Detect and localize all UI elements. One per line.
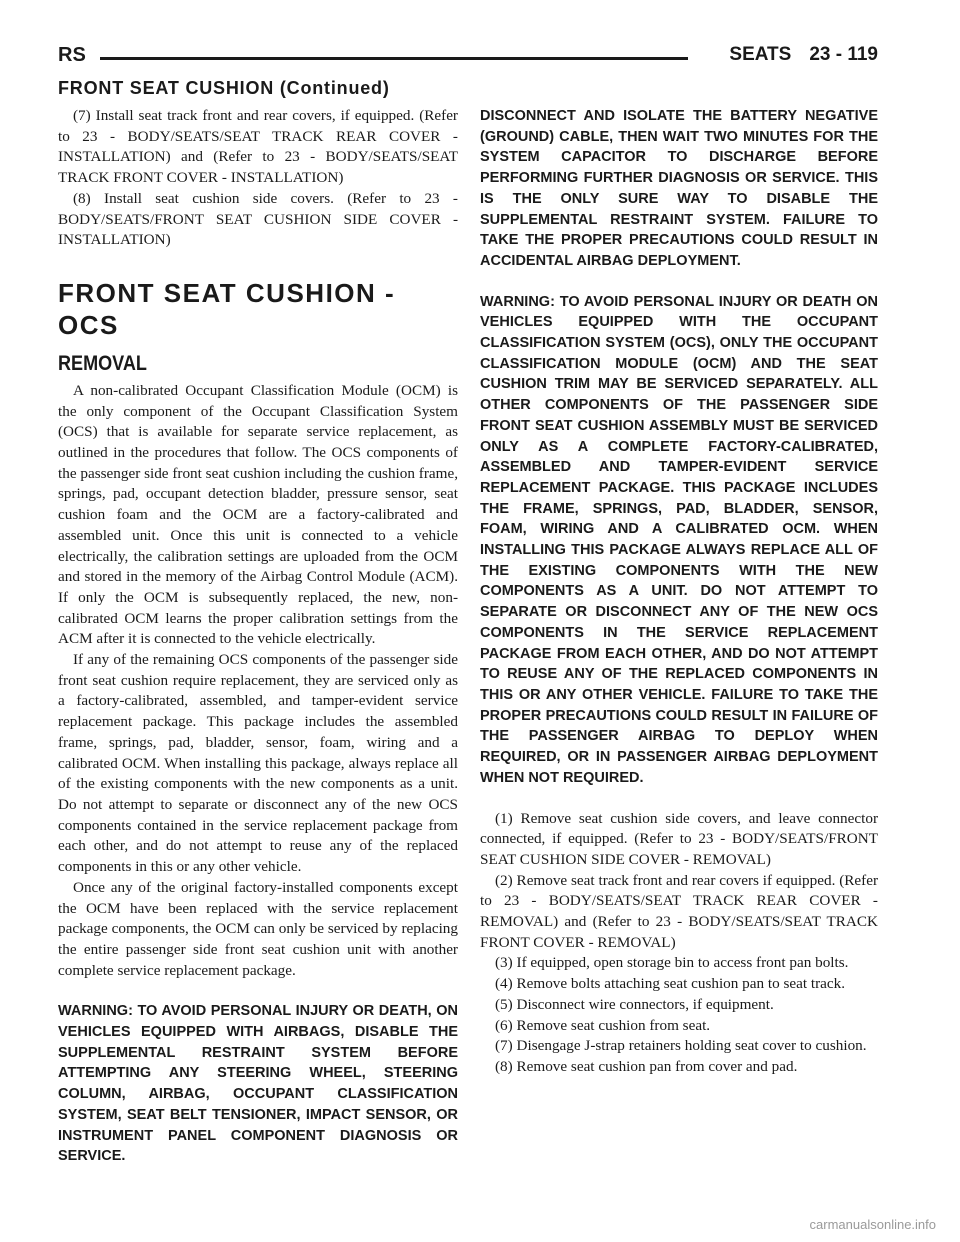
header-page-number: 23 - 119	[809, 44, 878, 65]
right-column	[480, 106, 878, 1078]
left-column	[58, 106, 458, 1167]
removal-step-6: (6) Remove seat cushion from seat.	[495, 1016, 711, 1034]
body-paragraph: If any of the remaining OCS components of the passenger side front seat cushion require replacement, they are serviced only as a factory-calibrated, assembled, and tamper-evident service replacement package. This package includes the assembled frame, springs, pad, bladder, sensor, foam, wiring and a calibrated OCM. When installing this package, always replace all of the existing components with the new components as a unit. Do not attempt to separate or disconnect any of the new OCS components contained in the service replacement package from each other, and do not attempt to reuse any of the replaced components in this or any other vehicle.	[58, 651, 458, 876]
warning-airbag-continued: DISCONNECT AND ISOLATE THE BATTERY NEGATIVE (GROUND) CABLE, THEN WAIT TWO MINUTES FOR THE SYSTEM CAPACITOR TO DISCHARGE BEFORE PERFORMING FURTHER DIAGNOSIS OR SERVICE. THIS IS THE ONLY SURE WAY TO DISABLE THE SUPPLEMENTAL RESTRAINT SYSTEM. FAILURE TO TAKE THE PROPER PRECAUTIONS COULD RESULT IN ACCIDENTAL AIRBAG DEPLOYMENT.	[480, 108, 878, 269]
removal-step-2: (2) Remove seat track front and rear covers if equipped. (Refer to 23 - BODY/SEATS/SEAT TRACK REAR COVER - REMOVAL) and (Refer to 23 - BODY/SEATS/SEAT TRACK FRONT COVER - REMOVAL)	[480, 871, 878, 951]
warning-ocs: WARNING: TO AVOID PERSONAL INJURY OR DEATH ON VEHICLES EQUIPPED WITH THE OCCUPANT CLASSIFICATION SYSTEM (OCS), ONLY THE OCCUPANT CLASSIFICATION MODULE (OCM) AND THE SEAT CUSHION TRIM MAY BE SERVICED SEPARATELY. ALL OTHER COMPONENTS OF THE PASSENGER SIDE FRONT SEAT CUSHION ASSEMBLY MUST BE SERVICED ONLY AS A COMPLETE FACTORY-CALIBRATED, ASSEMBLED AND TAMPER-EVIDENT SERVICE REPLACEMENT PACKAGE. THIS PACKAGE INCLUDES THE FRAME, SPRINGS, PAD, BLADDER, SENSOR, FOAM, WIRING AND A CALIBRATED OCM. WHEN INSTALLING THIS PACKAGE ALWAYS REPLACE ALL OF THE EXISTING COMPONENTS WITH THE NEW COMPONENTS AS A UNIT. DO NOT ATTEMPT TO SEPARATE OR DISCONNECT ANY OF THE NEW OCS COMPONENTS IN THE SERVICE REPLACEMENT PACKAGE FROM EACH OTHER, AND DO NOT ATTEMPT TO REUSE ANY OF THE REPLACED COMPONENTS IN THIS OR ANY OTHER VEHICLE. FAILURE TO TAKE THE PROPER PRECAUTIONS COULD RESULT IN FAILURE OF THE PASSENGER AIRBAG TO DEPLOY WHEN REQUIRED, OR IN PASSENGER AIRBAG DEPLOYMENT WHEN NOT REQUIRED.	[480, 293, 878, 786]
header-section: SEATS	[729, 44, 792, 65]
removal-step-8: (8) Remove seat cushion pan from cover and pad.	[495, 1057, 798, 1075]
body-paragraph: Once any of the original factory-installed components except the OCM have been replaced with the service replacement package components, the OCM can only be serviced by replacing the entire passenger side front seat cushion unit with another complete service replacement package.	[58, 878, 458, 979]
removal-step-3: (3) If equipped, open storage bin to access front pan bolts.	[495, 954, 849, 972]
watermark-text: carmanualsonline.info	[809, 1217, 936, 1232]
removal-step-4: (4) Remove bolts attaching seat cushion pan to seat track.	[495, 975, 846, 993]
install-step-8: (8) Install seat cushion side covers. (Refer to 23 - BODY/SEATS/FRONT SEAT CUSHION SIDE COVER - INSTALLATION)	[58, 189, 458, 249]
removal-step-7: (7) Disengage J-strap retainers holding seat cover to cushion.	[495, 1037, 867, 1055]
section-title: FRONT SEAT CUSHION - OCS	[58, 277, 396, 340]
warning-airbag: WARNING: TO AVOID PERSONAL INJURY OR DEATH, ON VEHICLES EQUIPPED WITH AIRBAGS, DISABLE THE SUPPLEMENTAL RESTRAINT SYSTEM BEFORE ATTEMPTING ANY STEERING WHEEL, STEERING COLUMN, AIRBAG, OCCUPANT CLASSIFICATION SYSTEM, SEAT BELT TENSIONER, IMPACT SENSOR, OR INSTRUMENT PANEL COMPONENT DIAGNOSIS OR SERVICE.	[58, 1003, 458, 1165]
removal-step-1: (1) Remove seat cushion side covers, and leave connector connected, if equipped. (Refer to 23 - BODY/SEATS/FRONT SEAT CUSHION SIDE COVER - REMOVAL)	[480, 809, 878, 868]
subsection-title: REMOVAL	[58, 351, 147, 375]
header-manual-code: RS	[58, 44, 86, 66]
continued-heading: FRONT SEAT CUSHION (Continued)	[58, 78, 390, 98]
header-rule	[100, 57, 688, 60]
header-section-page	[729, 44, 878, 66]
install-step-7: (7) Install seat track front and rear covers, if equipped. (Refer to 23 - BODY/SEATS/SEAT TRACK REAR COVER - INSTALLATION) and (Refer to 23 - BODY/SEATS/SEAT TRACK FRONT COVER - INSTALLATION)	[58, 107, 458, 187]
page-header	[58, 44, 878, 70]
removal-step-5: (5) Disconnect wire connectors, if equipment.	[495, 995, 774, 1013]
body-paragraph: A non-calibrated Occupant Classification Module (OCM) is the only component of the Occupant Classification System (OCS) that is available for separate service replacement, as outlined in the procedures that follow. The OCS components of the passenger side front seat cushion including the cushion frame, springs, pad, occupant detection bladder, pressure sensor, seat cushion foam and the OCM are a factory-calibrated and assembled unit. Once this unit is connected to a vehicle electrically, the calibration settings are uploaded from the OCM and stored in the memory of the Airbag Control Module (ACM). If only the OCM is subsequently replaced, the new, non-calibrated OCM learns the proper calibration settings from the ACM after it is connected to the vehicle electrically.	[58, 381, 458, 648]
